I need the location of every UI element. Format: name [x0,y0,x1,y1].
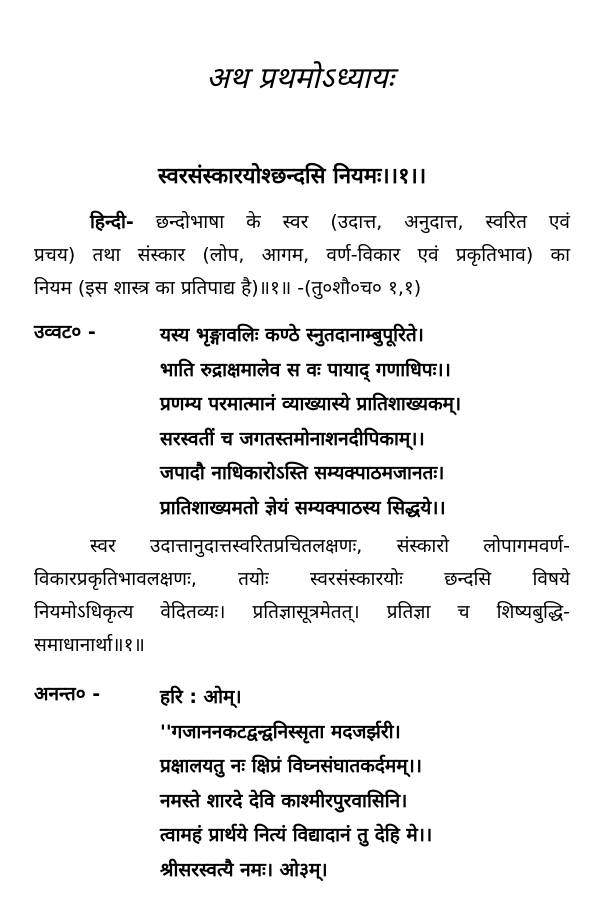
ananta-label: अनन्त० - [34,683,101,705]
verse-line: हरि : ओम्। [160,686,242,708]
hindi-explanation [34,206,570,305]
verse-line: यस्य भृङ्गावलिः कण्ठे स्नुतदानाम्बुपूरिते। [160,324,424,346]
bhashya-line-1: स्वर उदात्तानुदात्तस्वरितप्रचितलक्षणः, संस्कारो लोपागमवर्ण- [90,535,570,557]
verse-line: जपादौ नाधिकारोऽस्ति सम्यक्पाठमजानतः। [160,462,445,484]
verse-line: प्रणम्य परमात्मानं व्याख्यास्ये प्रातिशाख्यकम्। [160,393,462,415]
sutra-heading: स्वरसंस्कारयोश्छन्दसि नियमः।।१।। [158,164,427,189]
hindi-line-2: प्रचय) तथा संस्कार (लोप, आगम, वर्ण-विकार एवं प्रकृतिभाव) का [34,244,570,266]
verse-line: भाति रुद्राक्षमालेव स वः पायाद् गणाधिपः।। [160,358,451,381]
verse-line: सरस्वतीं च जगतस्तमोनाशनदीपिकाम्।। [160,427,425,450]
bhashya-line-3: नियमोऽधिकृत्य वेदितव्यः। प्रतिज्ञासूत्रमेतत्। प्रतिज्ञा च शिष्यबुद्धि- [34,601,570,623]
ananta-verses [160,680,432,887]
sanskrit-commentary [34,530,570,662]
verse-line: श्रीसरस्वत्यै नमः। ओ३म्। [160,858,328,881]
chapter-title: अथ प्रथमोऽध्यायः [206,61,394,96]
hindi-label: हिन्दी- [90,211,134,233]
verse-line: ''गजाननकटद्वन्द्वनिस्सृता मदजर्झरी। [160,720,401,743]
hindi-line-1-text: छन्दोभाषा के स्वर (उदात्त, अनुदात्त, स्वरित एवं [133,211,570,233]
verse-line: त्वामहं प्रार्थये नित्यं विद्यादानं तु देहि मे।। [160,824,433,846]
bhashya-line-4: समाधानार्था॥१॥ [34,634,145,656]
hindi-line-1 [34,206,570,239]
bhashya-line-2: विकारप्रकृतिभावलक्षणः, तयोः स्वरसंस्कारयोः छन्दसि विषये [34,568,570,590]
hindi-line-3: नियम (इस शास्त्र का प्रतिपाद्य है)॥१॥ -(तु०शौ०च० १,१) [34,277,422,299]
verse-line: प्रक्षालयतु नः क्षिप्रं विघ्नसंघातकर्दमम्।। [160,755,422,777]
verse-line: प्रातिशाख्यमतो ज्ञेयं सम्यक्पाठस्य सिद्धये।। [160,496,446,519]
verse-line: नमस्ते शारदे देवि काश्मीरपुरवासिनि। [160,789,408,812]
uvvata-label: उव्वट० - [34,321,96,343]
uvvata-verses [160,318,461,525]
